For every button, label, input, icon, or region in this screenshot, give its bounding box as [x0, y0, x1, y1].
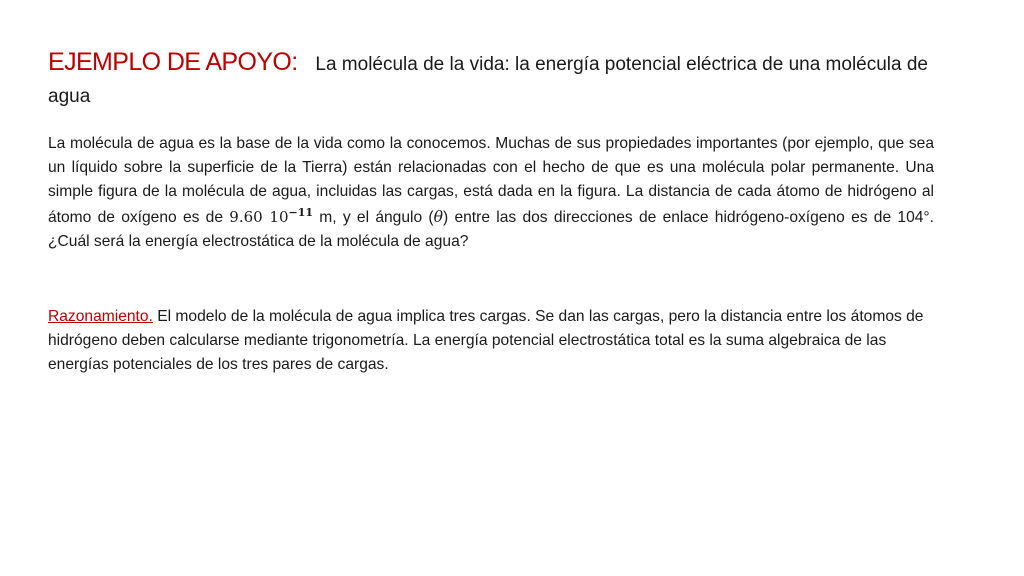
- reasoning-paragraph: [48, 305, 928, 378]
- title-subtitle: La molécula de la vida: la energía potencial eléctrica de una molécula de agua: [48, 54, 929, 107]
- slide-title: [48, 46, 928, 110]
- reasoning-text: El modelo de la molécula de agua implica tres cargas. Se dan las cargas, pero la distancia entre los átomos de hidrógeno deben calcularse mediante trigonometría. La energía potencial electrostática total es la suma algebraica de las energías potenciales de los tres pares de cargas.: [48, 308, 924, 374]
- distance-base: 10: [269, 207, 289, 226]
- distance-exponent: −11: [288, 205, 314, 219]
- title-lead: EJEMPLO DE APOYO:: [48, 48, 298, 76]
- problem-text-middle: m, y el ángulo (: [319, 208, 434, 226]
- distance-mantissa: 9.60: [229, 207, 263, 226]
- distance-value: [229, 205, 314, 226]
- angle-symbol: θ: [433, 207, 443, 226]
- problem-text-end: ) entre las dos direcciones de enlace hidrógeno-oxígeno es de 104°. ¿Cuál será la energía electrostática de la molécula de agua?: [48, 208, 934, 250]
- reasoning-label: Razonamiento.: [48, 308, 153, 325]
- problem-statement: [48, 132, 934, 254]
- problem-text-start: La molécula de agua es la base de la vida como la conocemos. Muchas de sus propiedades importantes (por ejemplo, que sea un líquido sobre la superficie de la Tierra) están relacionadas con el hecho de que es una molécula polar permanente. Una simple figura de la molécula de agua, incluidas las cargas, está dada en la figura. La distancia de cada átomo de hidrógeno al átomo de oxígeno es de: [48, 135, 934, 226]
